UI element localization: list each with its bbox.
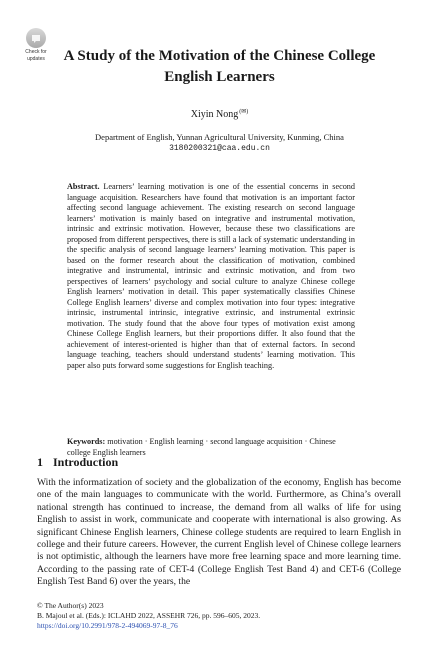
paper-title (50, 46, 389, 88)
citation: B. Majoul et al. (Eds.): ICLAHD 2022, ASSEHR 726, pp. 596–605, 2023. (37, 611, 261, 620)
copyright: © The Author(s) 2023 (37, 601, 104, 610)
author-line (0, 108, 439, 120)
section-number: 1 (37, 455, 43, 469)
doi-link[interactable]: https://doi.org/10.2991/978-2-494069-97-8_76 (37, 621, 178, 630)
keywords-label: Keywords: (67, 437, 106, 446)
section-heading (37, 455, 118, 470)
badge-label-1: Check for (25, 49, 47, 55)
footer (37, 601, 260, 631)
author-email[interactable]: 3180200321@caa.edu.cn (169, 144, 270, 153)
section-title: Introduction (53, 455, 119, 469)
title-line-1: A Study of the Motivation of the Chinese College (63, 48, 376, 64)
author-name: Xiyin Nong (190, 109, 239, 120)
affiliation-block (0, 131, 439, 155)
introduction-paragraph: With the informatization of society and the globalization of the economy, English has become one of the main languages to communicate with the world. Furthermore, as China’s overall national strength has continued to increase, the demand from all walks of life for using English to assist in work, communicate and cooperate with international is also growing. As significant Chinese English learners, Chinese college students are required to learn English in college and their future careers. However, the current English level of Chinese college learners is not optimistic, although the learners have more free learning space and more learning time. According to the passing rate of CET-4 (College English Test Band 4) and CET-6 (College English Test Band 6) over the years, the (37, 477, 401, 588)
corresponding-mark: (✉) (239, 109, 249, 115)
abstract-label: Abstract. (67, 182, 100, 191)
badge-label-2: updates (27, 56, 45, 62)
abstract-text: Learners’ learning motivation is one of the essential concerns in second language acquisition. Researchers have found that motivation is an important factor affecting second language achievement. The existing research on second language learners’ motivation is mainly based on integrative and instrumental motivation, intrinsic and extrinsic motivation. However, because these two classifications are proposed from different perspectives, there is still a lack of systematic understanding in the specific analysis of second language learners’ learning motivation. This paper is based on the former research about the classification of motivation, combined integrative and instrumental, intrinsic and extrinsic motivation, and from two perspectives of learners’ psychology and social culture to analyze Chinese college English learners’ motivation in detail. This paper systematically classifies Chinese College English learners’ diverse and complex motivation into four types: integrative intrinsic, instrumental intrinsic, integrative extrinsic, and instrumental extrinsic motivation. The study found that the above four types of motivation exist among Chinese College English learners, but their proportions differ. It also found that the achievement of interest-oriented is higher than that of external factors. In second language teaching, teachers should understand students’ learning motivation. This paper also puts forward some suggestions for English teaching. (67, 182, 355, 370)
title-line-2: English Learners (164, 69, 275, 85)
check-for-updates-badge[interactable] (21, 28, 51, 66)
keywords-text: motivation · English learning · second language acquisition · Chinese college English learners (67, 437, 336, 457)
check-for-updates-icon (26, 28, 46, 48)
affiliation: Department of English, Yunnan Agricultural University, Kunming, China (95, 132, 344, 142)
abstract (67, 182, 355, 371)
